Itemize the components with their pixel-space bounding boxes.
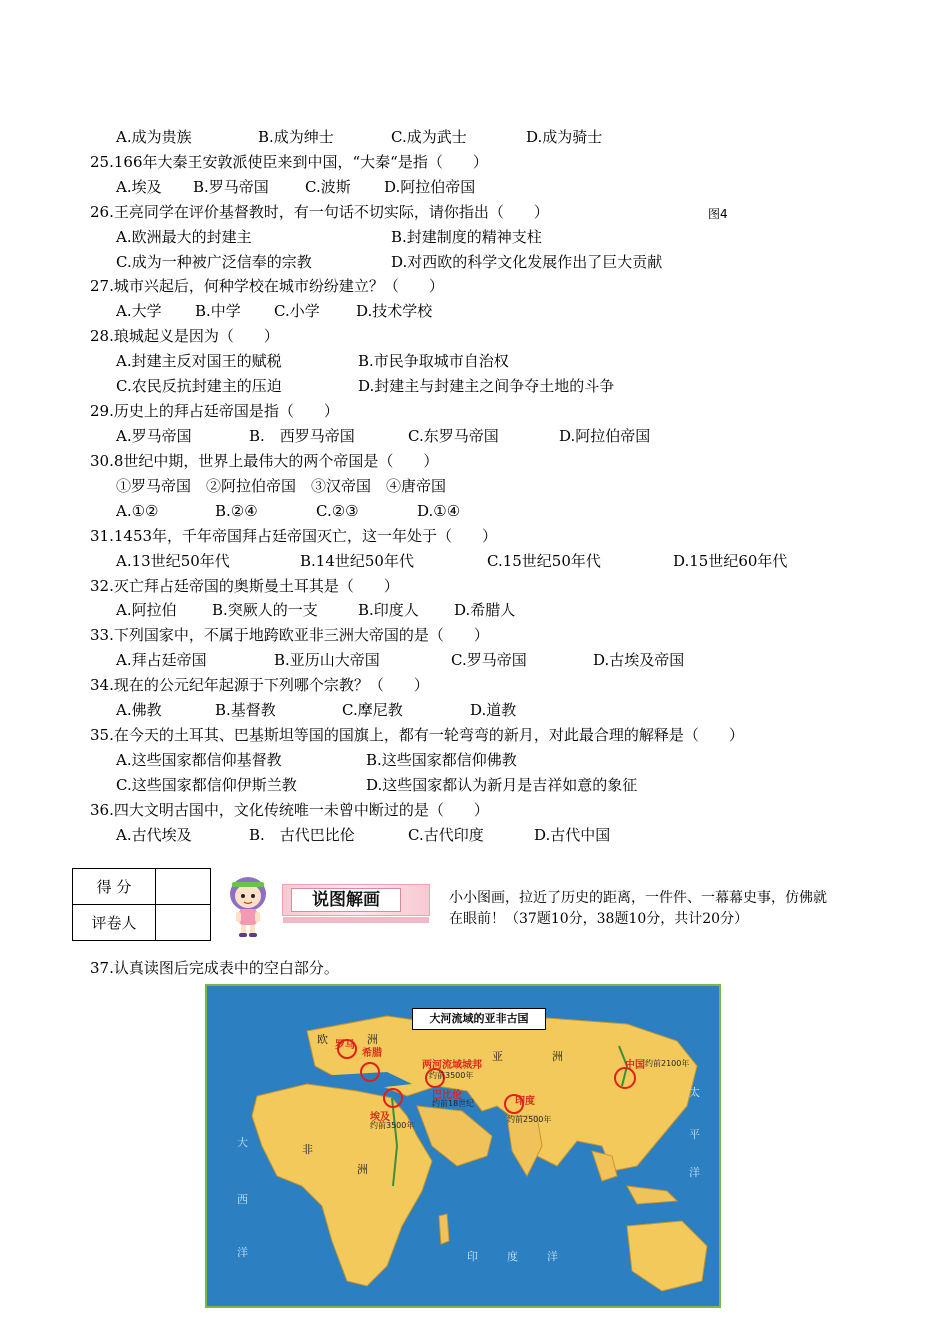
q28-option-c: C.农民反抗封建主的压迫: [116, 377, 282, 395]
q28-option-b: B.市民争取城市自治权: [358, 352, 509, 370]
banner-stripe: [283, 917, 429, 923]
q37-stem: 37.认真读图后完成表中的空白部分。: [90, 959, 339, 977]
q26-stem: 26.王亮同学在评价基督教时，有一句话不切实际，请你指出（ ）: [90, 203, 549, 221]
map-label-africa-a: 非: [302, 1143, 313, 1156]
figure-label: 图4: [708, 207, 728, 221]
q27-option-d: D.技术学校: [356, 302, 433, 320]
map-label-africa-b: 洲: [357, 1163, 368, 1176]
q36-option-a: A.古代埃及: [116, 826, 192, 844]
q24-option-d: D.成为骑士: [526, 128, 603, 146]
q35-option-b: B.这些国家都信仰佛教: [366, 751, 517, 769]
score-label: 得 分: [73, 869, 156, 905]
map-ocean-atlantic-2: 西: [237, 1193, 248, 1206]
map-landmass: [207, 986, 719, 1306]
q27-option-c: C.小学: [274, 302, 320, 320]
section-banner: [282, 884, 430, 916]
map-label-babylon: 巴比伦: [432, 1090, 462, 1101]
q36-stem: 36.四大文明古国中，文化传统唯一未曾中断过的是（ ）: [90, 801, 489, 819]
q33-option-c: C.罗马帝国: [451, 651, 527, 669]
q31-option-c: C.15世纪50年代: [487, 552, 601, 570]
q28-stem: 28.琅城起义是因为（ ）: [90, 327, 279, 345]
q26-option-b: B.封建制度的精神支柱: [391, 228, 542, 246]
q25-option-d: D.阿拉伯帝国: [384, 178, 476, 196]
score-table: [72, 868, 211, 941]
q35-stem: 35.在今天的土耳其、巴基斯坦等国的国旗上，都有一轮弯弯的新月，对此最合理的解释是（ ）: [90, 726, 744, 744]
q35-option-d: D.这些国家都认为新月是吉祥如意的象征: [366, 776, 638, 794]
section-banner-title: 说图解画: [291, 888, 401, 912]
q35-option-a: A.这些国家都信仰基督教: [116, 751, 282, 769]
map-label-india: 印度: [515, 1096, 535, 1107]
q31-option-a: A.13世纪50年代: [116, 552, 230, 570]
q36-option-b: B. 古代巴比伦: [249, 826, 355, 844]
map-label-mesopotamia-date: 约前3500年: [429, 1071, 474, 1080]
q30-choices: ①罗马帝国 ②阿拉伯帝国 ③汉帝国 ④唐帝国: [116, 477, 447, 495]
q25-option-c: C.波斯: [305, 178, 351, 196]
q29-option-c: C.东罗马帝国: [408, 427, 499, 445]
q31-option-b: B.14世纪50年代: [300, 552, 414, 570]
q26-option-a: A.欧洲最大的封建主: [116, 228, 252, 246]
q30-stem: 30.8世纪中期，世界上最伟大的两个帝国是（ ）: [90, 452, 439, 470]
map-label-egypt-date: 约前3500年: [370, 1121, 415, 1130]
map-label-greece: 希腊: [362, 1048, 382, 1059]
map-label-india-date: 约前2500年: [507, 1115, 552, 1124]
q25-stem: 25.166年大秦王安敦派使臣来到中国，“大秦“是指（ ）: [90, 153, 488, 171]
map-label-europe-a: 欧: [317, 1033, 328, 1046]
map-ocean-pacific-2: 平: [689, 1128, 700, 1141]
map-ocean-indian-1: 印: [467, 1250, 478, 1263]
q25-option-b: B.罗马帝国: [193, 178, 269, 196]
q29-option-d: D.阿拉伯帝国: [559, 427, 651, 445]
q34-option-a: A.佛教: [116, 701, 162, 719]
map-ocean-atlantic-1: 大: [237, 1136, 248, 1149]
q29-option-b: B. 西罗马帝国: [249, 427, 355, 445]
map-ocean-indian-3: 洋: [547, 1250, 558, 1263]
q24-option-b: B.成为绅士: [258, 128, 334, 146]
map-title: 大河流域的亚非古国: [412, 1008, 546, 1030]
q36-option-c: C.古代印度: [408, 826, 484, 844]
map-ocean-pacific-1: 太: [689, 1086, 700, 1099]
q33-option-a: A.拜占廷帝国: [116, 651, 207, 669]
q31-option-d: D.15世纪60年代: [673, 552, 788, 570]
q33-option-b: B.亚历山大帝国: [274, 651, 380, 669]
q24-option-c: C.成为武士: [391, 128, 467, 146]
q28-option-d: D.封建主与封建主之间争夺土地的斗争: [358, 377, 615, 395]
q29-stem: 29.历史上的拜占廷帝国是指（ ）: [90, 402, 339, 420]
map-ocean-pacific-3: 洋: [689, 1166, 700, 1179]
q32-stem: 32.灭亡拜占廷帝国的奥斯曼土耳其是（ ）: [90, 577, 399, 595]
q24-option-a: A.成为贵族: [116, 128, 192, 146]
q26-option-c: C.成为一种被广泛信奉的宗教: [116, 253, 312, 271]
map-label-china: 中国: [625, 1060, 645, 1071]
q32-option-a: A.阿拉伯: [116, 601, 177, 619]
map-label-babylon-date: 约前18世纪: [432, 1099, 475, 1108]
q34-option-c: C.摩尼教: [342, 701, 403, 719]
q31-stem: 31.1453年，千年帝国拜占廷帝国灭亡，这一年处于（ ）: [90, 527, 498, 545]
q35-option-c: C.这些国家都信仰伊斯兰教: [116, 776, 297, 794]
q36-option-d: D.古代中国: [534, 826, 611, 844]
q25-option-a: A.埃及: [116, 178, 162, 196]
map-label-mesopotamia: 两河流域城邦: [422, 1060, 482, 1071]
score-cell: [156, 869, 211, 905]
q34-option-d: D.道教: [470, 701, 517, 719]
map-label-asia-a: 亚: [492, 1050, 503, 1063]
cartoon-girl-illustration: [222, 872, 274, 938]
map-label-europe-b: 洲: [367, 1033, 378, 1046]
q33-stem: 33.下列国家中，不属于地跨欧亚非三洲大帝国的是（ ）: [90, 626, 489, 644]
grader-label: 评卷人: [73, 905, 156, 941]
q30-option-c: C.②③: [316, 502, 359, 520]
grader-cell: [156, 905, 211, 941]
q30-option-a: A.①②: [116, 502, 159, 520]
q34-option-b: B.基督教: [215, 701, 276, 719]
q32-option-b: B.突厥人的一支: [212, 601, 318, 619]
q32-option-c: B.印度人: [358, 601, 419, 619]
history-map: [205, 984, 721, 1308]
q28-option-a: A.封建主反对国王的赋税: [116, 352, 282, 370]
map-label-asia-b: 洲: [552, 1050, 563, 1063]
q27-option-b: B.中学: [195, 302, 241, 320]
q26-option-d: D.对西欧的科学文化发展作出了巨大贡献: [391, 253, 663, 271]
map-ocean-atlantic-3: 洋: [237, 1246, 248, 1259]
q27-stem: 27.城市兴起后，何种学校在城市纷纷建立？（ ）: [90, 277, 444, 295]
map-label-china-date: 约前2100年: [645, 1059, 690, 1068]
q30-option-d: D.①④: [417, 502, 461, 520]
map-ocean-indian-2: 度: [507, 1250, 518, 1263]
map-label-rome: 罗马: [335, 1040, 355, 1051]
map-label-egypt: 埃及: [370, 1112, 390, 1123]
q32-option-d: D.希腊人: [454, 601, 516, 619]
q27-option-a: A.大学: [116, 302, 162, 320]
section-description: 小小图画，拉近了历史的距离，一件件、一幕幕史事，仿佛就在眼前！（37题10分，38题10分，共计20分）: [449, 890, 827, 927]
q30-option-b: B.②④: [215, 502, 258, 520]
q29-option-a: A.罗马帝国: [116, 427, 192, 445]
q34-stem: 34.现在的公元纪年起源于下列哪个宗教？（ ）: [90, 676, 429, 694]
q33-option-d: D.古埃及帝国: [593, 651, 685, 669]
